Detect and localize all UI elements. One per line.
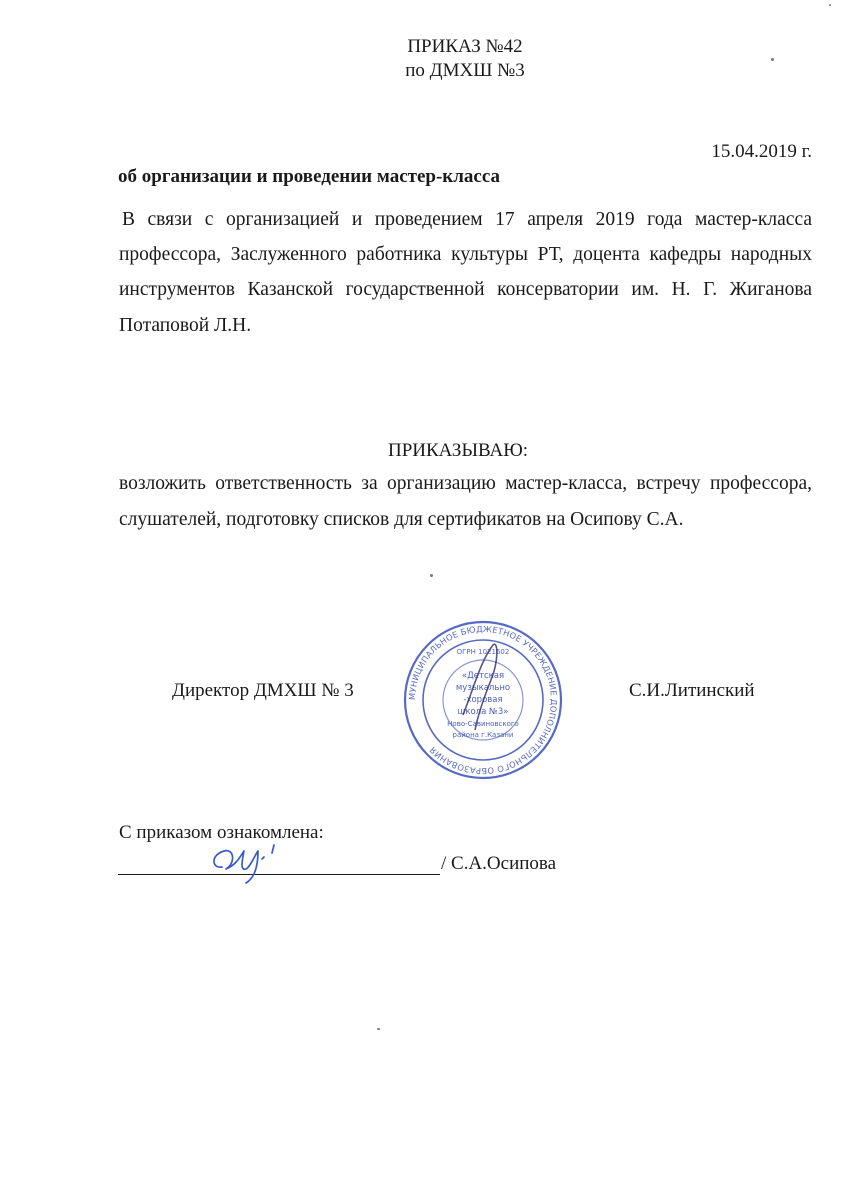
order-subject: об организации и проведении мастер-класса xyxy=(118,166,500,187)
preamble-line: Потаповой Л.Н. xyxy=(119,315,252,336)
scan-speck xyxy=(771,58,774,61)
stamp-inner-line: района г.Казани xyxy=(452,731,514,739)
stamp-numbers: ОГРН 1021602 xyxy=(456,648,510,656)
scan-speck xyxy=(430,574,433,577)
order-line: слушателей, подготовку списков для сертификатов на Осипову С.А. xyxy=(119,509,684,530)
order-word: ПРИКАЗЫВАЮ: xyxy=(388,440,529,461)
preamble-line: инструментов Казанской государственной консерватории им. Н. Г. Жиганова xyxy=(119,279,812,300)
osipova-signature xyxy=(200,837,300,887)
order-line: возложить ответственность за организацию мастер-класса, встречу профессора, xyxy=(119,473,812,494)
signatory-name: С.И.Литинский xyxy=(629,680,755,701)
preamble-line: В связи с организацией и проведением 17 апреля 2019 года мастер-класса xyxy=(122,209,812,230)
scan-speck xyxy=(377,1028,380,1030)
stamp-inner-line: -хоровая xyxy=(463,695,503,705)
official-stamp xyxy=(403,620,563,780)
order-date: 15.04.2019 г. xyxy=(711,141,812,162)
stamp-inner-line: школа №3» xyxy=(457,707,509,717)
order-title: ПРИКАЗ №42 xyxy=(407,36,523,57)
preamble-line: профессора, Заслуженного работника культуры РТ, доцента кафедры народных xyxy=(119,244,812,265)
signatory-title: Директор ДМХШ № 3 xyxy=(172,680,354,701)
stamp-inner-line: «Детская xyxy=(461,671,505,681)
stamp-inner-line: музыкально xyxy=(455,683,511,693)
stamp-outer-text: МУНИЦИПАЛЬНОЕ БЮДЖЕТНОЕ УЧРЕЖДЕНИЕ ДОПОЛНИТЕЛЬНОГО ОБРАЗОВАНИЯ xyxy=(406,623,560,777)
acknowledged-name: / С.А.Осипова xyxy=(441,853,557,874)
scan-speck xyxy=(829,4,831,6)
order-subtitle: по ДМХШ №3 xyxy=(405,60,525,81)
acknowledged-label: С приказом ознакомлена: xyxy=(119,822,324,843)
stamp-inner-line: Ново-Савиновского xyxy=(447,720,519,728)
